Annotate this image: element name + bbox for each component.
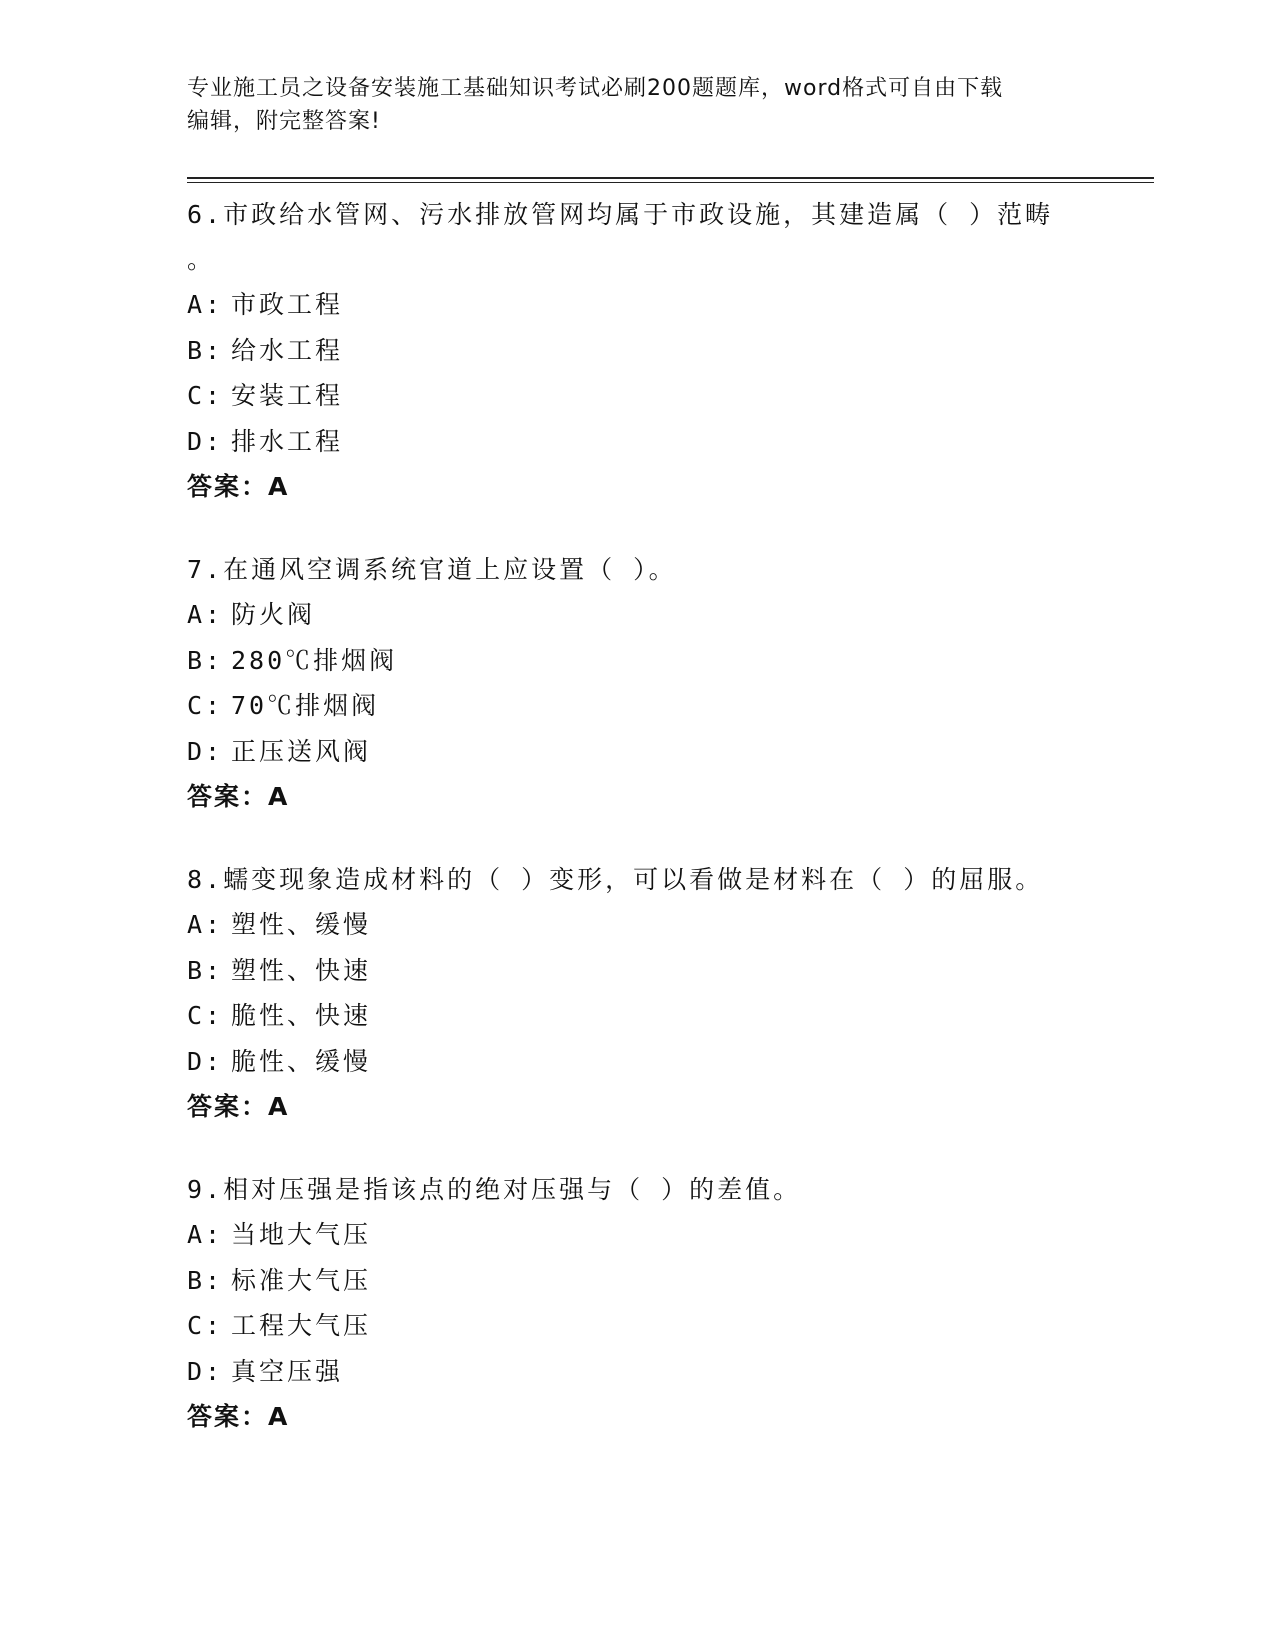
option-text: 防火阀: [231, 600, 316, 629]
option-letter: C:: [187, 1311, 224, 1340]
answer: 答案：A: [187, 782, 290, 811]
option-b: [187, 1258, 1107, 1304]
option-letter: D:: [187, 736, 224, 766]
option-d: [187, 1349, 1107, 1395]
option-letter: D:: [187, 426, 224, 456]
option-text: 280℃排烟阀: [231, 645, 398, 675]
header-line-2: 编辑，附完整答案!: [187, 109, 381, 134]
option-letter: A:: [187, 290, 224, 319]
option-text: 70℃排烟阀: [231, 691, 380, 720]
answer: 答案：A: [187, 1092, 290, 1121]
option-d: [187, 1039, 1107, 1085]
question-7: [187, 545, 1107, 819]
question-list: [187, 190, 1107, 1475]
option-text: 塑性、缓慢: [231, 910, 372, 939]
option-text: 工程大气压: [231, 1311, 372, 1340]
header-divider-thick: [187, 177, 1154, 179]
option-a: [187, 1212, 1107, 1258]
option-text: 标准大气压: [231, 1265, 372, 1295]
question-stem-text: 8.蠕变现象造成材料的（ ）变形，可以看做是材料在（ ）的屈服。: [187, 865, 1044, 894]
question-stem: [187, 545, 1107, 592]
question-stem: [187, 190, 1107, 282]
option-letter: C:: [187, 691, 224, 720]
option-d: [187, 729, 1107, 775]
question-6: [187, 190, 1107, 509]
option-letter: A:: [187, 600, 224, 629]
question-stem-tail: 。: [187, 245, 216, 274]
option-text: 安装工程: [231, 381, 344, 410]
header-divider-thin: [187, 182, 1154, 183]
answer: 答案：A: [187, 1402, 290, 1431]
option-text: 排水工程: [231, 426, 344, 456]
question-stem: [187, 855, 1107, 902]
option-b: [187, 638, 1107, 684]
option-b: [187, 328, 1107, 374]
header-line-1: 专业施工员之设备安装施工基础知识考试必刷200题题库，word格式可自由下载: [187, 76, 1004, 101]
question-stem-text: 9.相对压强是指该点的绝对压强与（ ）的差值。: [187, 1175, 802, 1204]
option-text: 给水工程: [231, 335, 344, 365]
option-letter: A:: [187, 1220, 224, 1249]
option-letter: B:: [187, 955, 224, 985]
option-c: [187, 683, 1107, 729]
option-a: [187, 902, 1107, 948]
option-b: [187, 948, 1107, 994]
option-letter: C:: [187, 381, 224, 410]
option-text: 脆性、快速: [231, 1001, 372, 1030]
option-text: 正压送风阀: [231, 736, 372, 766]
option-a: [187, 592, 1107, 638]
answer: 答案：A: [187, 472, 290, 501]
option-c: [187, 373, 1107, 419]
option-letter: D:: [187, 1356, 224, 1386]
option-letter: D:: [187, 1046, 224, 1076]
option-text: 塑性、快速: [231, 955, 372, 985]
option-letter: B:: [187, 1265, 224, 1295]
option-letter: B:: [187, 645, 224, 675]
option-text: 真空压强: [231, 1356, 344, 1386]
option-letter: A:: [187, 910, 224, 939]
option-text: 脆性、缓慢: [231, 1046, 372, 1076]
option-letter: B:: [187, 335, 224, 365]
question-9: [187, 1165, 1107, 1439]
option-c: [187, 1303, 1107, 1349]
question-stem-text: 7.在通风空调系统官道上应设置（ ）。: [187, 555, 677, 584]
option-letter: C:: [187, 1001, 224, 1030]
option-text: 当地大气压: [231, 1220, 372, 1249]
option-c: [187, 993, 1107, 1039]
option-a: [187, 282, 1107, 328]
question-8: [187, 855, 1107, 1129]
option-text: 市政工程: [231, 290, 344, 319]
question-stem-text: 6.市政给水管网、污水排放管网均属于市政设施，其建造属（ ）范畴: [187, 200, 1054, 229]
option-d: [187, 419, 1107, 465]
document-header: [187, 72, 1087, 138]
question-stem: [187, 1165, 1107, 1212]
